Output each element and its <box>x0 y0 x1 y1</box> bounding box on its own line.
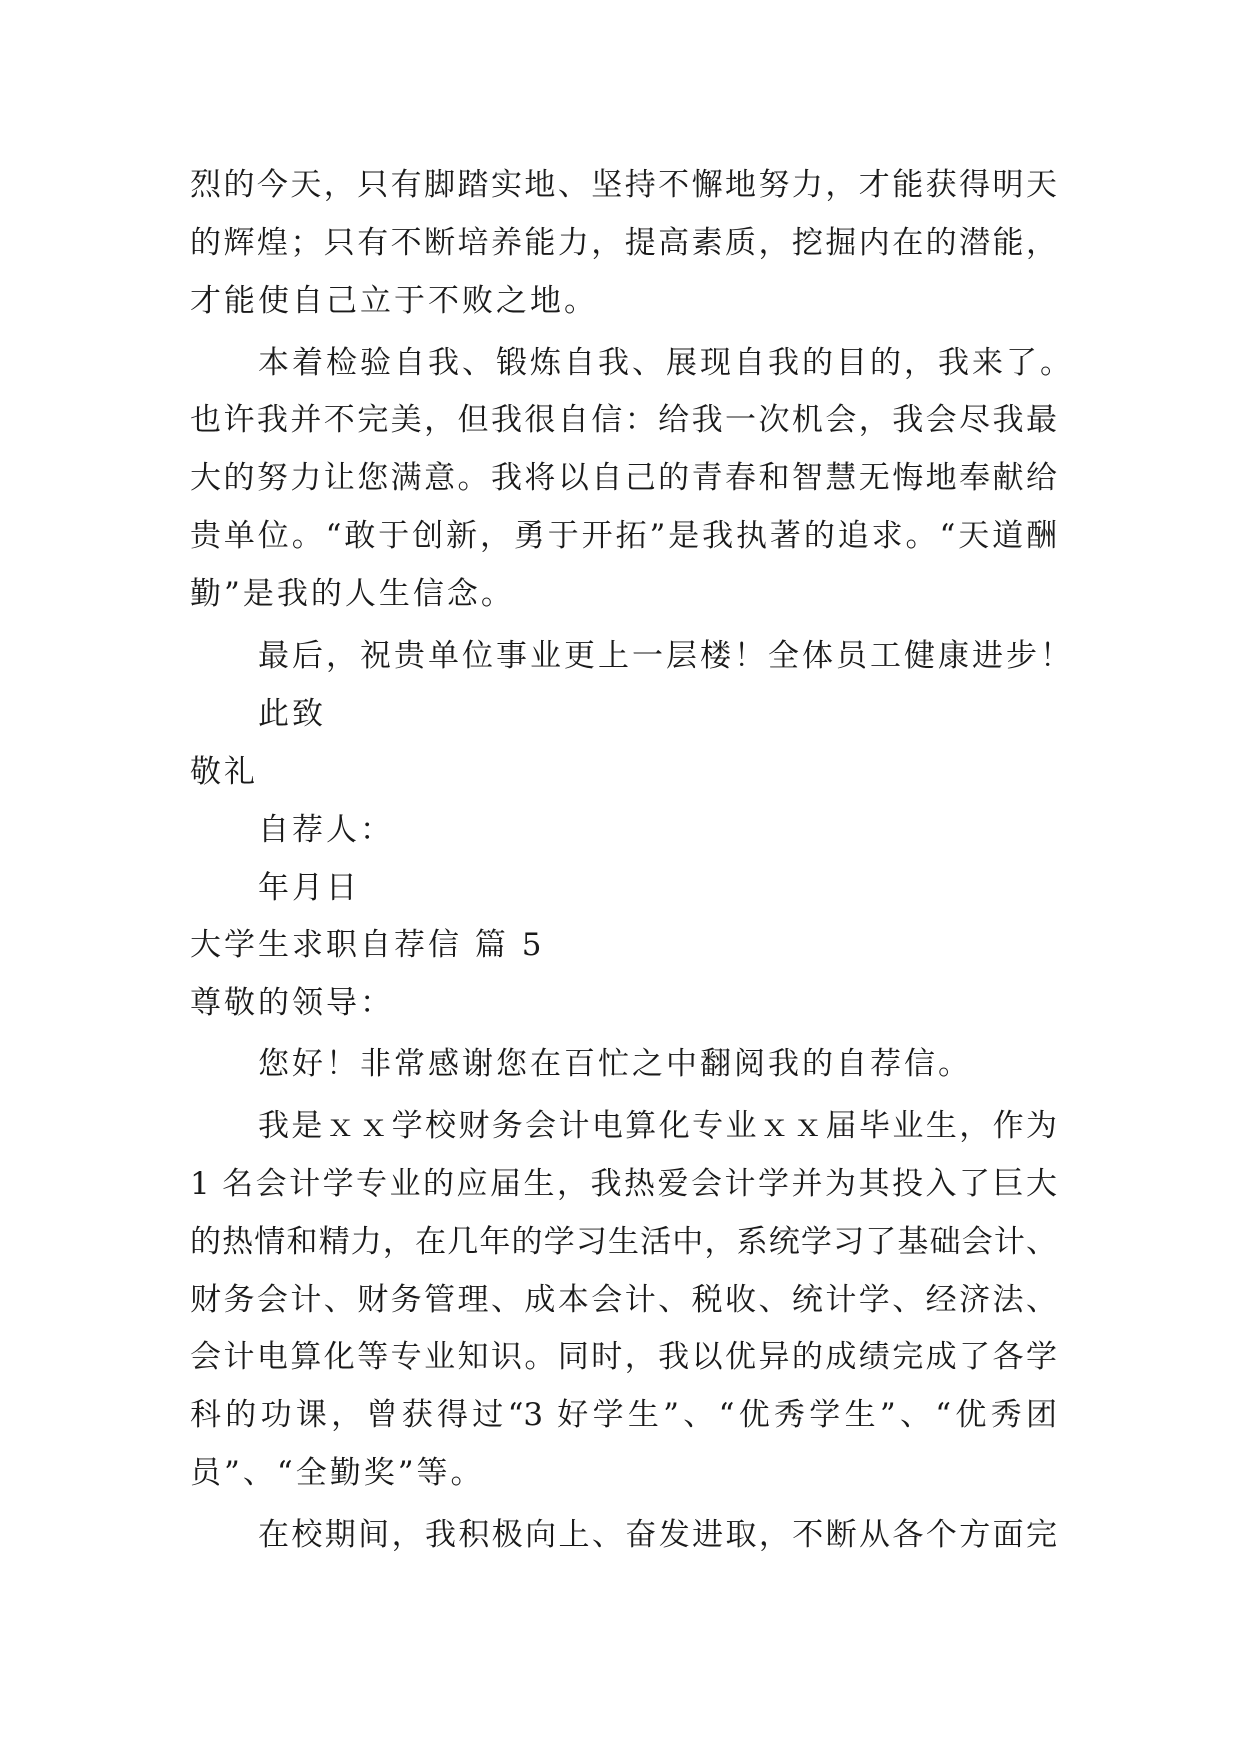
signature-label: 自荐人： <box>258 812 394 848</box>
body-text-line: 员”、“全勤奖”等。 <box>190 1455 485 1491</box>
paragraph-start-line: 在校期间，我积极向上、奋发进取，不断从各个方面完 <box>258 1517 1057 1553</box>
body-text-line: 的辉煌；只有不断培养能力，提高素质，挖掘内在的潜能， <box>190 225 1057 261</box>
body-text-line: 贵单位。“敢于创新，勇于开拓”是我执著的追求。“天道酬 <box>190 518 1057 554</box>
body-text-line: 会计电算化等专业知识。同时，我以优异的成绩完成了各学 <box>190 1339 1057 1375</box>
body-text-line: 勤”是我的人生信念。 <box>190 576 515 612</box>
body-text-line: 的热情和精力，在几年的学习生活中，系统学习了基础会计、 <box>190 1224 1057 1260</box>
body-text-line: 科的功课，曾获得过“3 好学生”、“优秀学生”、“优秀团 <box>190 1397 1057 1433</box>
body-text-line: 也许我并不完美，但我很自信：给我一次机会，我会尽我最 <box>190 402 1057 438</box>
section-heading: 大学生求职自荐信 篇 5 <box>190 927 545 963</box>
paragraph-start-line: 本着检验自我、锻炼自我、展现自我的目的，我来了。 <box>258 345 1074 381</box>
body-text-line: 大的努力让您满意。我将以自己的青春和智慧无悔地奉献给 <box>190 460 1057 496</box>
paragraph-start-line: 我是ｘｘ学校财务会计电算化专业ｘｘ届毕业生，作为 <box>258 1108 1057 1144</box>
date-label: 年月日 <box>258 870 360 906</box>
closing-wish-line: 最后，祝贵单位事业更上一层楼！全体员工健康进步！ <box>258 638 1074 674</box>
body-text-line: 1 名会计学专业的应届生，我热爱会计学并为其投入了巨大 <box>190 1166 1057 1202</box>
salutation-cizhi: 此致 <box>258 696 326 732</box>
body-text-line: 财务会计、财务管理、成本会计、税收、统计学、经济法、 <box>190 1282 1057 1318</box>
greeting-line: 尊敬的领导： <box>190 985 394 1021</box>
body-text-line: 烈的今天，只有脚踏实地、坚持不懈地努力，才能获得明天 <box>190 167 1057 203</box>
opening-line: 您好！非常感谢您在百忙之中翻阅我的自荐信。 <box>258 1046 972 1082</box>
salutation-jingli: 敬礼 <box>190 754 258 790</box>
body-text-line: 才能使自己立于不败之地。 <box>190 283 598 319</box>
